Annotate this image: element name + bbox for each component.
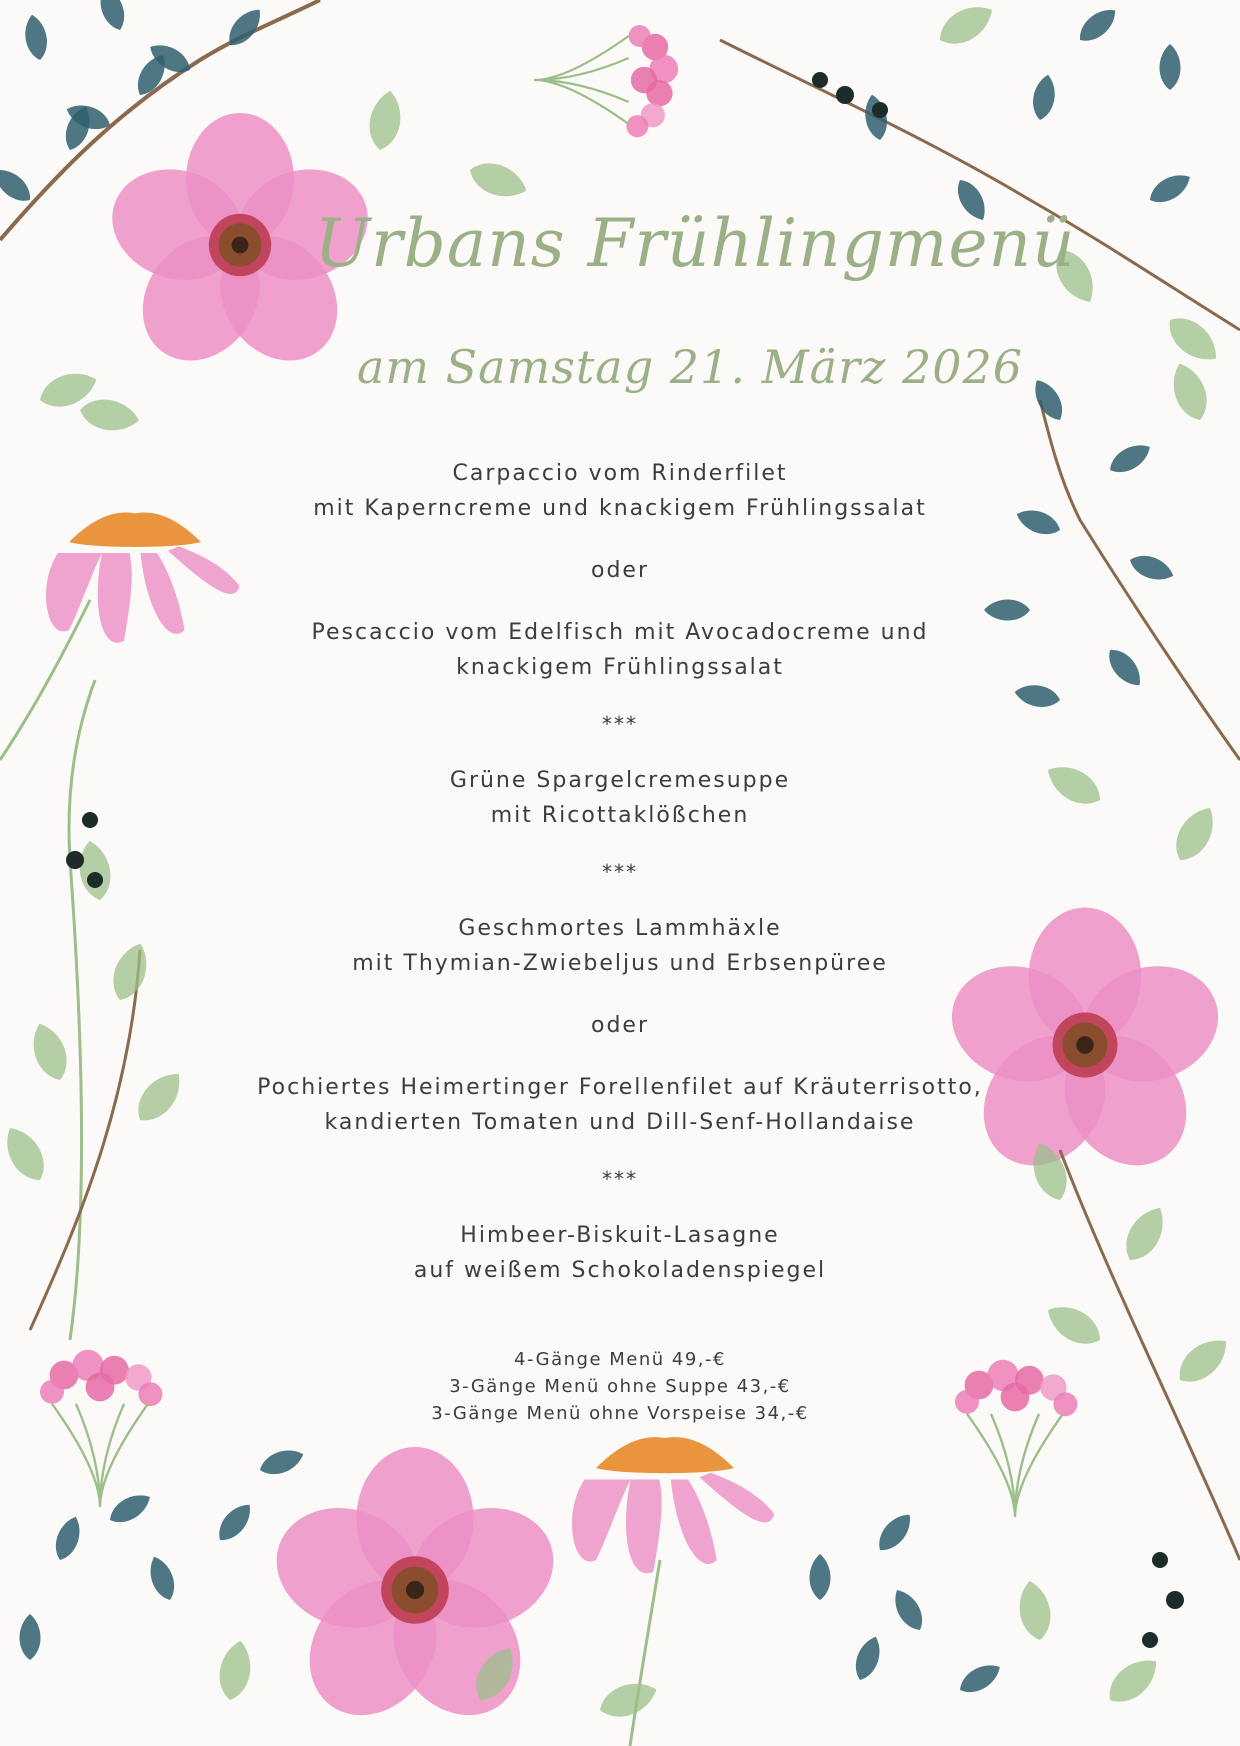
dish-name: Geschmortes Lammhäxle xyxy=(458,916,782,941)
dish-description: mit Thymian-Zwiebeljus und Erbsenpüree xyxy=(352,951,888,976)
price-4-course: 4-Gänge Menü 49,-€ xyxy=(514,1349,726,1370)
price-list xyxy=(0,1346,1240,1427)
course-separator: *** xyxy=(602,860,638,884)
dessert-course xyxy=(0,1218,1240,1288)
menu-date: am Samstag 21. März 2026 xyxy=(356,340,1024,394)
dish-description: knackigem Frühlingssalat xyxy=(456,655,784,680)
main-option-a xyxy=(0,911,1240,981)
dish-description: kandierten Tomaten und Dill-Senf-Hollandaise xyxy=(324,1110,916,1135)
dish-name: Pescaccio vom Edelfisch mit Avocadocreme und xyxy=(311,620,929,645)
dish-name: Grüne Spargelcremesuppe xyxy=(449,768,791,793)
dish-name: Carpaccio vom Rinderfilet xyxy=(452,461,788,486)
menu-courses xyxy=(0,456,1240,1288)
starter-option-b xyxy=(0,615,1240,685)
soup-course xyxy=(0,763,1240,833)
dish-description: mit Kaperncreme und knackigem Frühlingssalat xyxy=(313,496,927,521)
main-option-b xyxy=(0,1070,1240,1140)
dish-description: mit Ricottaklößchen xyxy=(490,803,750,828)
dish-name: Pochiertes Heimertinger Forellenfilet auf Kräuterrisotto, xyxy=(257,1075,983,1100)
price-3-course-no-starter: 3-Gänge Menü ohne Vorspeise 34,-€ xyxy=(431,1403,809,1424)
or-divider: oder xyxy=(590,558,649,583)
price-3-course-no-soup: 3-Gänge Menü ohne Suppe 43,-€ xyxy=(449,1376,791,1397)
course-separator: *** xyxy=(602,712,638,736)
course-separator: *** xyxy=(602,1167,638,1191)
dish-description: auf weißem Schokoladenspiegel xyxy=(413,1258,827,1283)
dish-name: Himbeer-Biskuit-Lasagne xyxy=(460,1223,780,1248)
or-divider: oder xyxy=(590,1013,649,1038)
menu-title: Urbans Frühlingmenü xyxy=(314,205,1076,282)
starter-option-a xyxy=(0,456,1240,526)
